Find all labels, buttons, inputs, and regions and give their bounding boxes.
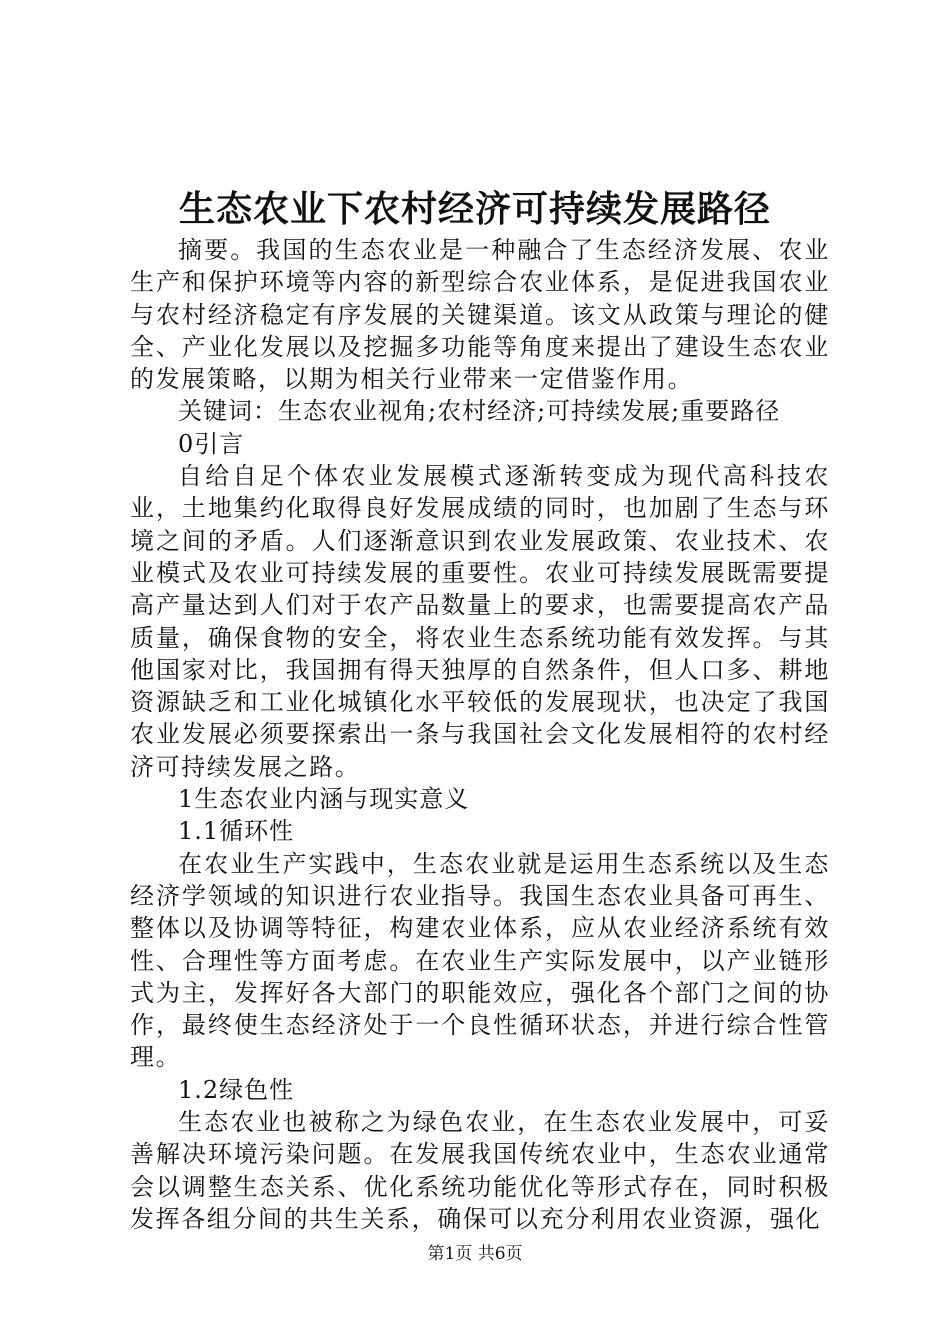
section-1-2-paragraph: 生态农业也被称之为绿色农业，在生态农业发展中，可妥善解决环境污染问题。在发展我国传统农业中，生态农业通常会以调整生态关系、优化系统功能优化等形式存在，同时积极发挥各组分间的共生关系，确保可以充分利用农业资源，强化 [130, 1108, 830, 1233]
section-heading-1-2: 1.2绿色性 [178, 1075, 295, 1104]
intro-paragraph: 自给自足个体农业发展模式逐渐转变成为现代高科技农业，土地集约化取得良好发展成绩的同时，也加剧了生态与环境之间的矛盾。人们逐渐意识到农业发展政策、农业技术、农业模式及农业可持续发展的重要性。农业可持续发展既需要提高产量达到人们对于农产品数量上的要求，也需要提高农产品质量，确保食物的安全，将农业生态系统功能有效发挥。与其他国家对比，我国拥有得天独厚的自然条件，但人口多、耕地资源缺乏和工业化城镇化水平较低的发展现状，也决定了我国农业发展必须要探索出一条与我国社会文化发展相符的农村经济可持续发展之路。 [130, 462, 830, 781]
section-heading-1-1: 1.1循环性 [178, 817, 295, 846]
section-1-1-paragraph: 在农业生产实践中，生态农业就是运用生态系统以及生态经济学领域的知识进行农业指导。我国生态农业具备可再生、整体以及协调等特征，构建农业体系，应从农业经济系统有效性、合理性等方面考虑。在农业生产实际发展中，以产业链形式为主，发挥好各大部门的职能效应，强化各个部门之间的协作，最终使生态经济处于一个良性循环状态，并进行综合性管理。 [130, 849, 830, 1072]
document-body [130, 234, 830, 1235]
keywords-line: 关键词：生态农业视角;农村经济;可持续发展;重要路径 [178, 397, 781, 426]
page-footer: 第1页 共6页 [427, 1244, 523, 1264]
section-heading-1: 1生态农业内涵与现实意义 [178, 785, 470, 814]
document-title: 生态农业下农村经济可持续发展路径 [178, 188, 771, 230]
section-heading-intro: 0引言 [178, 429, 245, 458]
abstract-paragraph: 摘要。我国的生态农业是一种融合了生态经济发展、农业生产和保护环境等内容的新型综合农业体系，是促进我国农业与农村经济稳定有序发展的关键渠道。该文从政策与理论的健全、产业化发展以及挖掘多功能等角度来提出了建设生态农业的发展策略，以期为相关行业带来一定借鉴作用。 [130, 236, 830, 394]
